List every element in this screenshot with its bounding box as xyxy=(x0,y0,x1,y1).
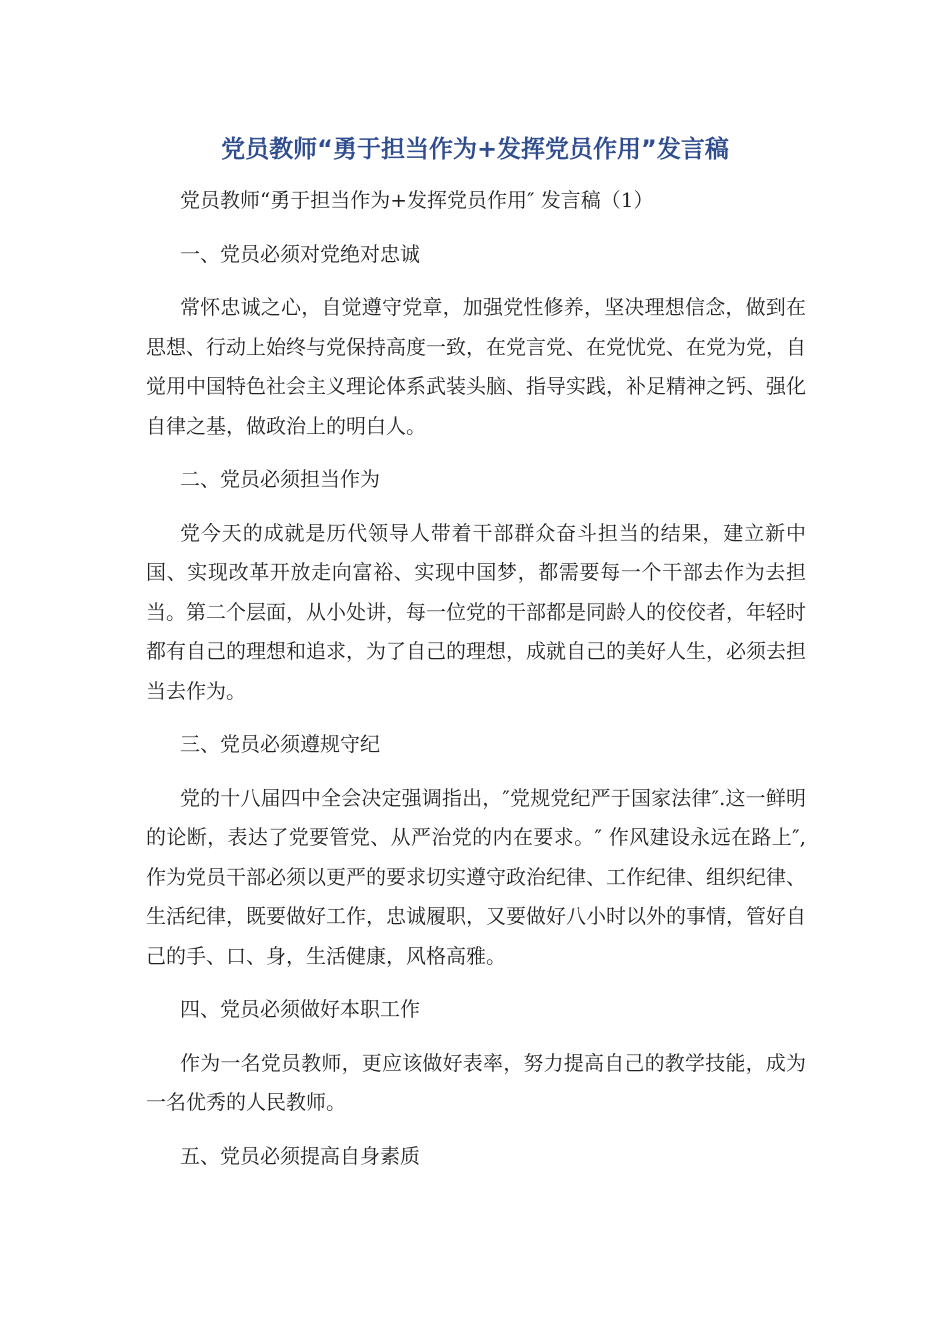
section-heading-1: 一、党员必须对党绝对忠诚 xyxy=(180,241,420,266)
paragraph-gap xyxy=(146,765,806,779)
body-paragraph-4: 作为一名党员教师，更应该做好表率，努力提高自己的教学技能，成为一名优秀的人民教师。 xyxy=(146,1050,806,1114)
paragraph-gap xyxy=(146,976,806,990)
document-title: 党员教师“勇于担当作为+发挥党员作用”发言稿 xyxy=(221,135,729,163)
paragraph-gap xyxy=(146,274,806,288)
subtitle-paragraph: 党员教师“勇于担当作为+发挥党员作用″ 发言稿（1） xyxy=(180,188,654,212)
paragraph-gap xyxy=(146,711,806,725)
paragraph-gap xyxy=(146,1030,806,1044)
body-paragraph-1: 常怀忠诚之心，自觉遵守党章，加强党性修养，坚决理想信念，做到在思想、行动上始终与党保持高度一致，在党言党、在党忧党、在党为党，自觉用中国特色社会主义理论体系武装头脑、指导实践，补足精神之钙、强化自律之基，做政治上的明白人。 xyxy=(146,295,806,438)
paragraph-gap xyxy=(146,221,806,235)
document-body xyxy=(146,181,806,1176)
section-heading-4: 四、党员必须做好本职工作 xyxy=(180,997,420,1021)
paragraph-gap xyxy=(146,1123,806,1137)
section-heading-5: 五、党员必须提高自身素质 xyxy=(180,1143,420,1168)
section-heading-2: 二、党员必须担当作为 xyxy=(180,467,380,491)
body-paragraph-3: 党的十八届四中全会决定强调指出，″党规党纪严于国家法律″.这一鲜明的论断，表达了党要管党、从严治党的内在要求。″ 作风建设永远在路上″,作为党员干部必须以更严的要求切实遵守政治纪律、工作纪律、组织纪律、生活纪律，既要做好工作，忠诚履职，又要做好八小时以外的事情，管好自己的手、口、身，生活健康，风格高雅。 xyxy=(146,785,806,968)
paragraph-gap xyxy=(146,500,806,514)
section-heading-3: 三、党员必须遵规守纪 xyxy=(180,732,380,756)
paragraph-gap xyxy=(146,446,806,460)
body-paragraph-2: 党今天的成就是历代领导人带着干部群众奋斗担当的结果，建立新中国、实现改革开放走向富裕、实现中国梦，都需要每一个干部去作为去担当。第二个层面，从小处讲，每一位党的干部都是同龄人的佼佼者，年轻时都有自己的理想和追求，为了自己的理想，成就自己的美好人生，必须去担当去作为。 xyxy=(146,520,806,703)
